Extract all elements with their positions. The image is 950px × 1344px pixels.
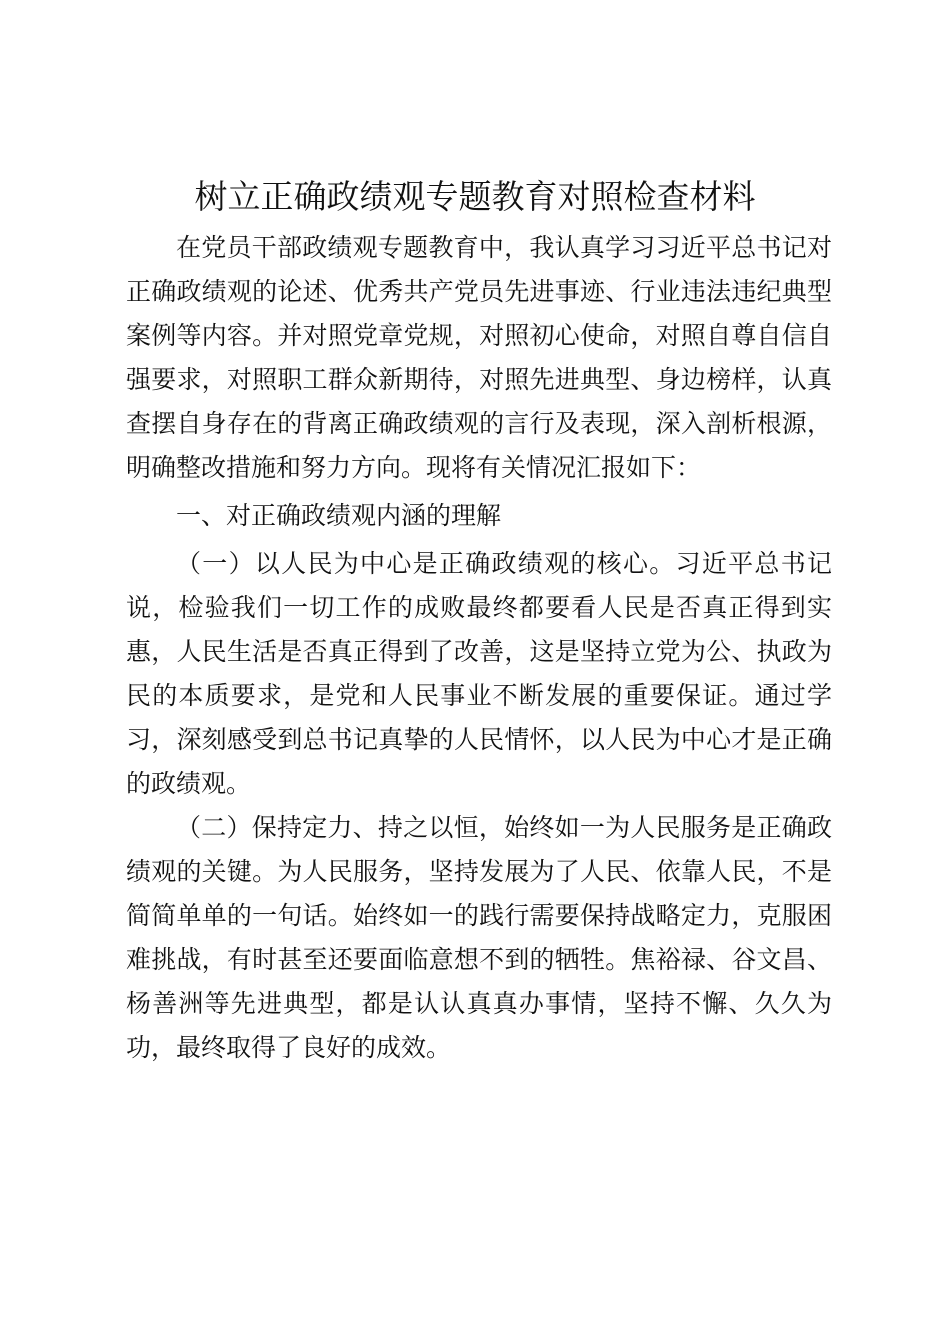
paragraph-point-1: （一）以人民为中心是正确政绩观的核心。习近平总书记说，检验我们一切工作的成败最终都要看人民是否真正得到实惠，人民生活是否真正得到了改善，这是坚持立党为公、执政为民的本质要求，是党和人民事业不断发展的重要保证。通过学习，深刻感受到总书记真挚的人民情怀，以人民为中心才是正确的政绩观。 [126,549,832,798]
paragraph-point-2: （二）保持定力、持之以恒，始终如一为人民服务是正确政绩观的关键。为人民服务，坚持发展为了人民、依靠人民，不是简简单单的一句话。始终如一的践行需要保持战略定力，克服困难挑战，有时甚至还要面临意想不到的牺牲。焦裕禄、谷文昌、杨善洲等先进典型，都是认认真真办事情，坚持不懈、久久为功，最终取得了良好的成效。 [126,813,832,1062]
document-title: 树立正确政绩观专题教育对照检查材料 [194,177,756,216]
intro-paragraph: 在党员干部政绩观专题教育中，我认真学习习近平总书记对正确政绩观的论述、优秀共产党员先进事迹、行业违法违纪典型案例等内容。并对照党章党规，对照初心使命，对照自尊自信自强要求，对照职工群众新期待，对照先进典型、身边榜样，认真查摆自身存在的背离正确政绩观的言行及表现，深入剖析根源，明确整改措施和努力方向。现将有关情况汇报如下： [126,233,832,482]
document-body [126,226,832,1070]
section-heading: 一、对正确政绩观内涵的理解 [176,501,502,530]
